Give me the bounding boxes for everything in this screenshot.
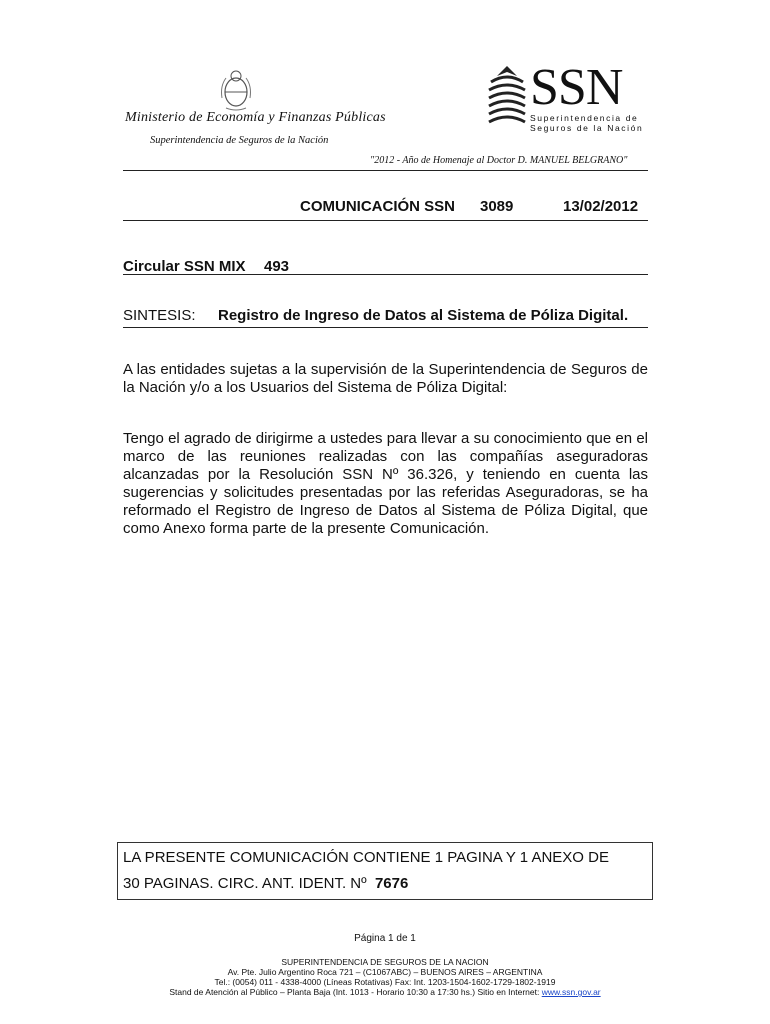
motto: "2012 - Año de Homenaje al Doctor D. MANUEL BELGRANO" — [370, 155, 628, 166]
circular-label: Circular SSN MIX — [123, 258, 246, 275]
divider — [123, 274, 648, 275]
ssn-logo-line1: Superintendencia de — [530, 113, 639, 123]
footer-address: Av. Pte. Julio Argentino Roca 721 – (C1067ABC) – BUENOS AIRES – ARGENTINA — [227, 967, 543, 977]
divider — [123, 327, 648, 328]
footer-hours-text: Stand de Atención al Público – Planta Baja (Int. 1013 - Horario 10:30 a 17:30 hs.) Sitio en Internet: — [169, 987, 540, 997]
comunicacion-date: 13/02/2012 — [563, 198, 639, 215]
ssn-logo-word: SSN — [530, 59, 623, 116]
notice-line-2 — [123, 875, 408, 892]
page-number: Página 1 de 1 — [354, 933, 416, 944]
body-paragraph-1: A las entidades sujetas a la supervisión de la Superintendencia de Seguros de la Nación y/o a los Usuarios del Sistema de Póliza Digital: — [123, 361, 648, 396]
coat-of-arms-icon — [218, 68, 254, 112]
divider — [123, 220, 648, 221]
footer-org: SUPERINTENDENCIA DE SEGUROS DE LA NACION — [281, 957, 489, 967]
comunicacion-number: 3089 — [480, 198, 514, 215]
sintesis-label: SINTESIS: — [123, 307, 196, 324]
superintendencia-name: Superintendencia de Seguros de la Nación — [150, 135, 329, 146]
notice-ident-number: 7676 — [374, 875, 409, 892]
sintesis-text: Registro de Ingreso de Datos al Sistema de Póliza Digital. — [218, 307, 629, 324]
divider — [123, 170, 648, 171]
footer-hours — [0, 987, 770, 998]
body-paragraph-2: Tengo el agrado de dirigirme a ustedes para llevar a su conocimiento que en el marco de las reuniones realizadas con las compañías aseguradoras alcanzadas por la Resolución SSN Nº 36.326, y teniendo en cuenta las sugerencias y solicitudes presentadas por las referidas Aseguradoras, se ha reformado el Registro de Ingreso de Datos al Sistema de Póliza Digital, que como Anexo forma parte de la presente Comunicación. — [123, 430, 648, 537]
ministry-name: Ministerio de Economía y Finanzas Públicas — [125, 110, 386, 125]
notice-line-1: LA PRESENTE COMUNICACIÓN CONTIENE 1 PAGINA Y 1 ANEXO DE — [123, 849, 609, 866]
ssn-logo-icon — [487, 64, 527, 128]
notice-line-2-text: 30 PAGINAS. CIRC. ANT. IDENT. Nº — [123, 875, 367, 892]
footer-phones: Tel.: (0054) 011 - 4338-4000 (Líneas Rotativas) Fax: Int. 1203-1504-1602-1729-1802-1919 — [214, 977, 556, 987]
ssn-logo-line2: Seguros de la Nación — [530, 123, 644, 133]
circular-number: 493 — [264, 258, 290, 275]
website-link[interactable]: www.ssn.gov.ar — [541, 987, 601, 997]
comunicacion-label: COMUNICACIÓN SSN — [300, 198, 456, 215]
